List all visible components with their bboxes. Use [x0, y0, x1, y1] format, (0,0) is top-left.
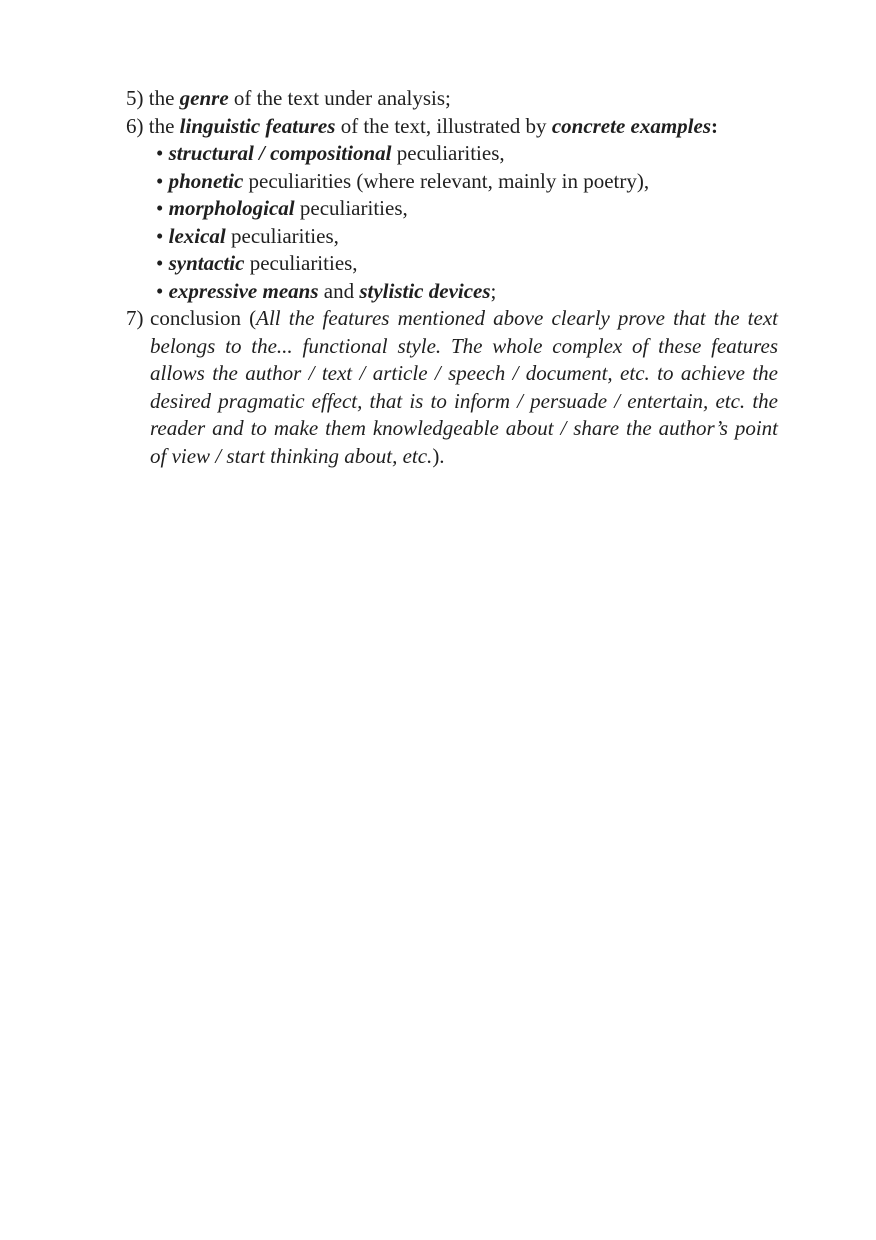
bullet-emphasis: expressive means — [168, 278, 319, 303]
item-number: 6) — [126, 113, 144, 138]
bullet-text: peculiarities, — [249, 251, 358, 275]
emphasis-concrete-examples: concrete examples — [551, 113, 712, 138]
bullet-text: ; — [490, 278, 497, 303]
bullet-emphasis: phonetic — [168, 168, 244, 193]
bullet-emphasis: morphological — [168, 196, 295, 220]
bullet-emphasis: structural / compositional — [168, 141, 392, 165]
bullet-mark: • — [156, 278, 164, 303]
bullet-mark: • — [156, 196, 164, 220]
bullet-text: peculiarities, — [396, 141, 505, 165]
conclusion-lead: conclusion ( — [150, 306, 257, 330]
bullet-item — [126, 278, 778, 306]
bullet-emphasis-2: stylistic devices — [359, 278, 491, 303]
bullet-text: peculiarities, — [299, 196, 408, 220]
bullet-emphasis: lexical — [168, 223, 226, 248]
item-number: 5) — [126, 86, 144, 110]
item-text: the — [148, 113, 175, 138]
emphasis-genre: genre — [179, 86, 229, 110]
item-number: 7) — [126, 306, 144, 330]
bullet-text: peculiarities (where relevant, mainly in poetry), — [248, 168, 650, 193]
list-item-5 — [126, 85, 778, 113]
bullet-text: peculiarities, — [231, 223, 339, 248]
conclusion-close: ). — [432, 443, 445, 468]
bullet-item — [126, 223, 778, 251]
bullet-item — [126, 140, 778, 168]
list-item-7 — [126, 305, 778, 470]
bullet-mark: • — [156, 168, 164, 193]
bullet-emphasis: syntactic — [168, 251, 245, 275]
bullet-text: and — [323, 278, 355, 303]
item-text: the — [148, 86, 175, 110]
colon: : — [711, 113, 719, 138]
bullet-item — [126, 195, 778, 223]
bullet-mark: • — [156, 223, 164, 248]
conclusion-italic-text: All the features mentioned above clearly prove that the text belongs to the... functional style. The whole complex of these features allows the author / text / article / speech / document, etc. to achieve the desired pragmatic effect, that is to inform / persuade / entertain, etc. the reader and to make them knowledgeable about / share the author’s point of view / start thinking about, etc. — [150, 306, 778, 468]
list-item-6 — [126, 113, 778, 141]
bullet-mark: • — [156, 251, 164, 275]
conclusion-paragraph — [150, 305, 778, 470]
item-text: of the text, illustrated by — [340, 113, 547, 138]
bullet-mark: • — [156, 141, 164, 165]
item-text: of the text under analysis; — [233, 86, 451, 110]
emphasis-linguistic-features: linguistic features — [179, 113, 336, 138]
bullet-item — [126, 168, 778, 196]
bullet-item — [126, 250, 778, 278]
document-page — [126, 85, 778, 470]
